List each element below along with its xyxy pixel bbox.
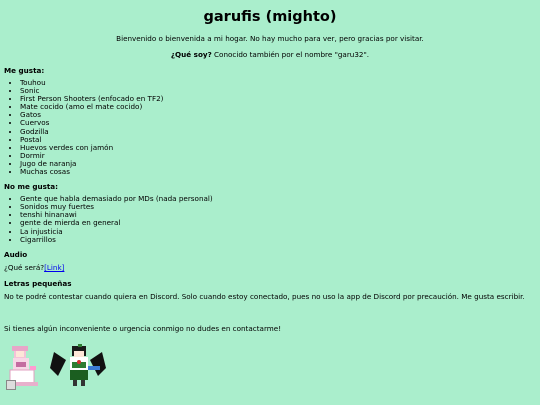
dislikes-heading: No me gusta:	[4, 182, 59, 192]
fine-print-text: No te podré contestar cuando quiera en Discord. Solo cuando estoy conectado, pues no uso la app de Discord por precaución. Me gusta escribir.	[4, 291, 525, 301]
audio-text: ¿Qué será?	[4, 262, 45, 272]
whoami-line	[4, 50, 536, 60]
list-item: • Muchas cosas	[20, 168, 536, 176]
list-item: • tenshi hinanawi	[20, 211, 536, 219]
contact-text: Si tienes algún inconveniente o urgencia conmigo no dudes en contactarme!	[4, 323, 282, 333]
audio-line	[4, 263, 536, 273]
list-item: • Touhou	[20, 79, 536, 87]
page-title: garufis (mighto)	[203, 9, 337, 25]
list-item: • Cuervos	[20, 119, 536, 127]
list-item: • Gente que habla demasiado por MDs (nada personal)	[20, 195, 536, 203]
pixel-sprites-image	[6, 342, 126, 392]
whoami-text: Conocido también por el nombre "garu32".	[211, 50, 370, 59]
list-item: • Jugo de naranja	[20, 160, 536, 168]
list-item: • Sonidos muy fuertes	[20, 203, 536, 211]
audio-link[interactable]: [Link]	[44, 262, 65, 272]
dark-character-sprite	[50, 344, 106, 386]
list-item: • Godzilla	[20, 128, 536, 136]
welcome-text: Bienvenido o bienvenida a mi hogar. No hay mucho para ver, pero gracias por visitar.	[116, 34, 424, 43]
broken-image-icon	[6, 380, 16, 390]
list-item: • La injusticia	[20, 228, 536, 236]
list-item: • First Person Shooters (enfocado en TF2)	[20, 95, 536, 103]
whoami-label: ¿Qué soy?	[170, 50, 212, 59]
list-item: • Cigarrillos	[20, 236, 536, 244]
list-item: • Huevos verdes con jamón	[20, 144, 536, 152]
list-item: • gente de mierda en general	[20, 219, 536, 227]
likes-heading: Me gusta:	[4, 66, 45, 75]
fine-print-heading: Letras pequeñas	[4, 278, 72, 288]
list-item: • Gatos	[20, 111, 536, 119]
character-sprites	[6, 342, 126, 392]
list-item: • Sonic	[20, 87, 536, 95]
dislikes-list	[4, 195, 536, 244]
list-item: • Mate cocido (amo el mate cocido)	[20, 103, 536, 111]
list-item: • Postal	[20, 136, 536, 144]
audio-heading: Audio	[4, 249, 28, 259]
list-item: • Dormir	[20, 152, 536, 160]
likes-list	[4, 79, 536, 176]
